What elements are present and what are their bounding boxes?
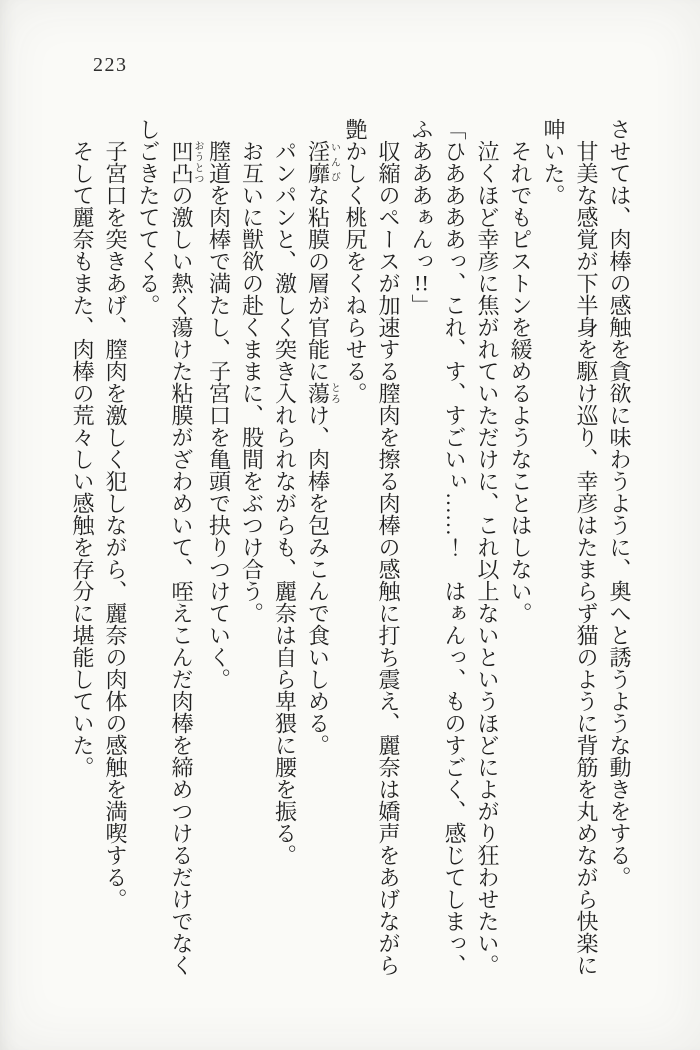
text-run: 甘美な感覚が下半身を駆け巡り、幸彦はたまらず猫のように背筋を丸めながら快楽に呻いた。: [541, 118, 599, 976]
paragraph: [603, 118, 636, 983]
text-run: 膣道を肉棒で満たし、子宮口を亀頭で抉りつけていく。: [206, 140, 232, 690]
ruby-annotated-word: 凹凸おうとつ: [169, 140, 203, 184]
paragraph: [66, 118, 99, 983]
paragraph: [236, 118, 269, 983]
paragraph: [203, 118, 236, 983]
text-run: そして麗奈もまた、肉棒の荒々しい感触を存分に堪能していた。: [70, 140, 95, 778]
text-run: させては、肉棒の感触を貪欲に味わうように、奥へと誘うような動きをする。: [607, 118, 632, 888]
text-run: 「ひああああっ、これ、す、すごいぃ……！ はぁんっ、ものすごく、感じてしまっ、ふあああぁんっ: [409, 118, 467, 976]
text-run: 子宮口を突きあげ、膣肉を激しく犯しながら、麗奈の肉体の感触を満喫する。: [103, 140, 128, 910]
furigana: おうとつ: [192, 140, 203, 184]
paragraph: [302, 118, 340, 983]
paragraph: [132, 118, 203, 983]
paragraph: [471, 118, 504, 983]
paragraph: [99, 118, 132, 983]
paragraph: [339, 118, 405, 983]
paragraph: [504, 118, 537, 983]
paragraph: [405, 118, 471, 983]
text-run: お互いに獣欲の赴くままに、股間をぶつけ合う。: [239, 140, 265, 624]
tate-chu-yoko-exclamation: !!: [414, 272, 429, 294]
text-run: パンパンと、激しく突き入れられながらも、麗奈は自ら卑猥に腰を振る。: [272, 140, 298, 866]
text-run: 収縮のペースが加速する膣肉を擦る肉棒の感触に打ち震え、麗奈は嬌声をあげながら艶かしく桃尻をくねらせる。: [343, 118, 401, 976]
paragraph: [537, 118, 603, 983]
body-text: [70, 118, 636, 983]
paragraph: [269, 118, 302, 983]
furigana: いんび: [328, 140, 340, 184]
text-run: な粘膜の層が官能に: [305, 184, 331, 382]
text-run: け、肉棒を包みこんで食いしめる。: [305, 404, 331, 756]
text-run: 」: [409, 294, 434, 316]
text-run: 泣くほど幸彦に焦がれていただけに、これ以上ないというほどによがり狂わせたい。: [475, 140, 500, 976]
ruby-annotated-word: 淫靡いんび: [305, 140, 340, 184]
furigana: とろ: [328, 382, 340, 404]
text-run: の激しい熱く蕩けた粘膜がざわめいて、咥えこんだ肉棒を締めつけるだけでなくしごきたててくる。: [136, 118, 194, 976]
text-run: それでもピストンを緩めるようなことはしない。: [508, 140, 533, 624]
page-number: 223: [93, 54, 128, 76]
ruby-annotated-word: 蕩とろ: [305, 382, 340, 404]
